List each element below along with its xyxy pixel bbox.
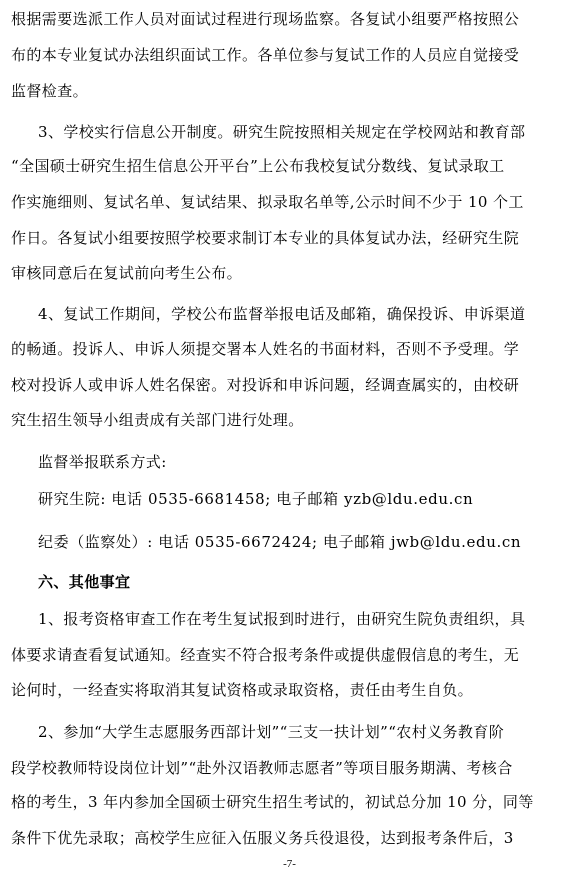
- paragraph-3-start: 3、学校实行信息公开制度。研究生院按照相关规定在学校网站和教育部: [38, 123, 526, 141]
- section-heading: 六、其他事宜: [38, 573, 131, 591]
- paragraph-4-start: 4、复试工作期间，学校公布监督举报电话及邮箱，确保投诉、申诉渠道: [38, 305, 526, 323]
- body-text-line: 监督检查。: [11, 82, 89, 100]
- body-text-line: 的畅通。投诉人、申诉人须提交署本人姓名的书面材料，否则不予受理。学: [11, 340, 520, 358]
- body-text-line: 论何时，一经查实将取消其复试资格或录取资格，责任由考生自负。: [11, 681, 474, 699]
- body-text-line: 作实施细则、复试名单、复试结果、拟录取名单等,公示时间不少于 10 个工: [11, 193, 524, 211]
- body-text-line: 段学校教师特设岗位计划”“赴外汉语教师志愿者”等项目服务期满、考核合: [11, 759, 513, 777]
- body-text-line: 校对投诉人或申诉人姓名保密。对投诉和申诉问题，经调查属实的，由校研: [11, 376, 520, 394]
- body-text-line: 究生招生领导小组责成有关部门进行处理。: [11, 411, 304, 429]
- body-text-line: 作日。各复试小组要按照学校要求制订本专业的具体复试办法，经研究生院: [11, 229, 520, 247]
- body-text-line: 格的考生，3 年内参加全国硕士研究生招生考试的，初试总分加 10 分，同等: [11, 793, 534, 811]
- contact-discipline-committee: 纪委（监察处）: 电话 0535-6672424; 电子邮箱 jwb@ldu.edu.cn: [38, 533, 522, 551]
- body-text-line: 体要求请查看复试通知。经查实不符合报考条件或提供虚假信息的考生，无: [11, 646, 520, 664]
- body-text-line: 布的本专业复试办法组织面试工作。各单位参与复试工作的人员应自觉接受: [11, 46, 520, 64]
- paragraph-6-2-start: 2、参加“大学生志愿服务西部计划”“三支一扶计划”“农村义务教育阶: [38, 723, 505, 741]
- contact-heading: 监督举报联系方式:: [38, 453, 167, 471]
- body-text-line: “全国硕士研究生招生信息公开平台”上公布我校复试分数线、复试录取工: [11, 157, 505, 175]
- body-text-line: 审核同意后在复试前向考生公布。: [11, 264, 243, 282]
- page-number: -7-: [283, 858, 296, 870]
- body-text-line: 根据需要选派工作人员对面试过程进行现场监察。各复试小组要严格按照公: [11, 10, 520, 28]
- contact-graduate-school: 研究生院: 电话 0535-6681458; 电子邮箱 yzb@ldu.edu.cn: [38, 490, 474, 508]
- paragraph-6-1-start: 1、报考资格审查工作在考生复试报到时进行，由研究生院负责组织，具: [38, 610, 526, 628]
- body-text-line: 条件下优先录取；高校学生应征入伍服义务兵役退役，达到报考条件后，3: [11, 829, 514, 847]
